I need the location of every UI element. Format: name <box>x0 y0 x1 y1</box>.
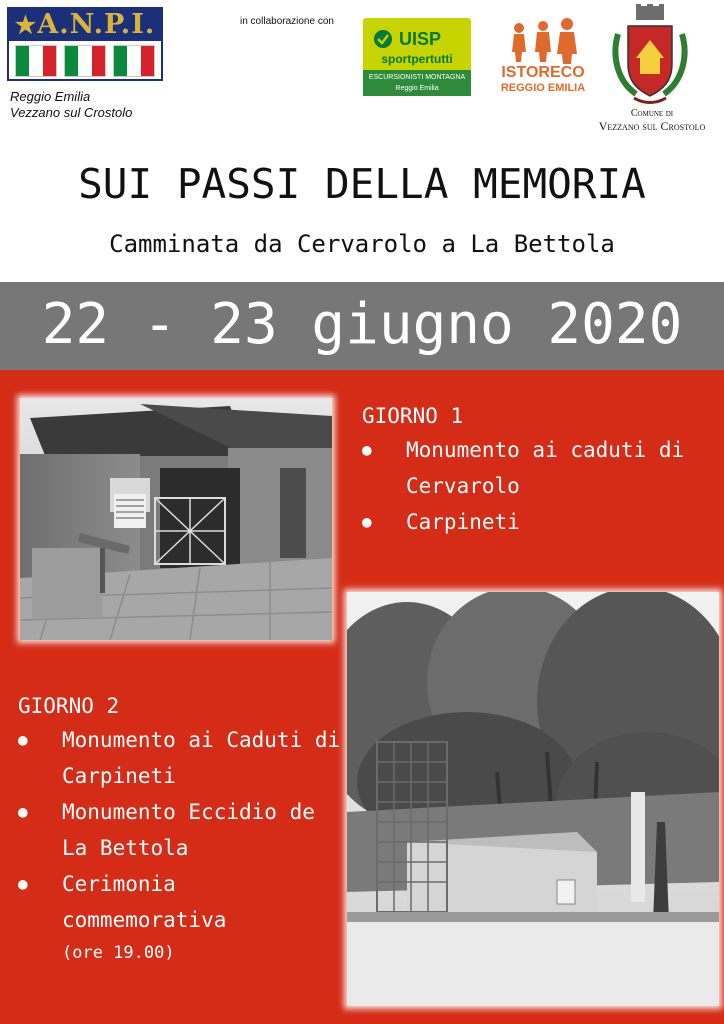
uisp-logo <box>363 18 471 96</box>
list-item: ● Monumento Eccidio de La Bettola <box>18 794 348 866</box>
istoreco-city: REGGIO EMILIA <box>500 82 586 94</box>
uisp-logo-icon <box>371 29 395 49</box>
anpi-logo-band <box>9 9 161 41</box>
istoreco-logo <box>497 16 589 98</box>
italian-flag-right <box>113 45 155 77</box>
date-band <box>0 282 724 370</box>
anpi-logo <box>7 7 163 81</box>
coat-of-arms <box>610 4 690 108</box>
uisp-band-line-2: Reggio Emilia <box>395 85 439 92</box>
italian-flag-left <box>15 45 57 77</box>
anpi-city <box>10 89 132 121</box>
day-1-program <box>362 400 702 540</box>
comune-label-line-2: Vezzano sul Crostolo <box>598 119 706 133</box>
anpi-city-line-2: Vezzano sul Crostolo <box>10 105 133 120</box>
page-subtitle: Camminata da Cervarolo a La Bettola <box>109 230 615 258</box>
day-1-title: GIORNO 1 <box>362 404 464 428</box>
event-date: 22 - 23 giugno 2020 <box>41 292 683 357</box>
uisp-brand <box>371 26 463 52</box>
day-2-program <box>18 690 348 968</box>
collaboration-text: in collaborazione con <box>240 16 334 27</box>
anpi-city-line-1: Reggio Emilia <box>10 89 91 104</box>
uisp-band <box>363 70 471 96</box>
list-item: ● Monumento ai caduti di Cervarolo <box>362 432 702 504</box>
list-item: ● Monumento ai Caduti di Carpineti <box>18 722 348 794</box>
uisp-tagline: sportpertutti <box>381 52 453 66</box>
anpi-logo-text: A.N.P.I. <box>37 9 156 40</box>
hikers-icon <box>497 18 589 64</box>
day-1-list <box>362 432 702 540</box>
list-item: ● Carpineti <box>362 504 702 540</box>
star-icon: ★ <box>14 10 38 39</box>
ceremony-time: (ore 19.00) <box>62 943 175 963</box>
italian-flag-middle <box>64 45 106 77</box>
comune-label <box>580 108 724 132</box>
day-2-title: GIORNO 2 <box>18 694 120 718</box>
list-item: ● Cerimonia commemorativa <box>18 866 348 938</box>
cervarolo-monument-photo <box>20 398 332 640</box>
coat-of-arms-icon <box>610 4 690 108</box>
comune-label-line-1: Comune di <box>630 108 674 119</box>
la-bettola-monument-photo <box>347 592 719 1006</box>
istoreco-name: ISTORECO <box>501 64 585 81</box>
page-title: SUI PASSI DELLA MEMORIA <box>78 160 646 208</box>
day-2-list <box>18 722 348 938</box>
poster-header <box>0 0 724 282</box>
uisp-band-line-1: ESCURSIONISTI MONTAGNA <box>368 74 466 81</box>
uisp-brand-text: UISP <box>399 29 442 49</box>
anpi-flags <box>9 41 161 77</box>
